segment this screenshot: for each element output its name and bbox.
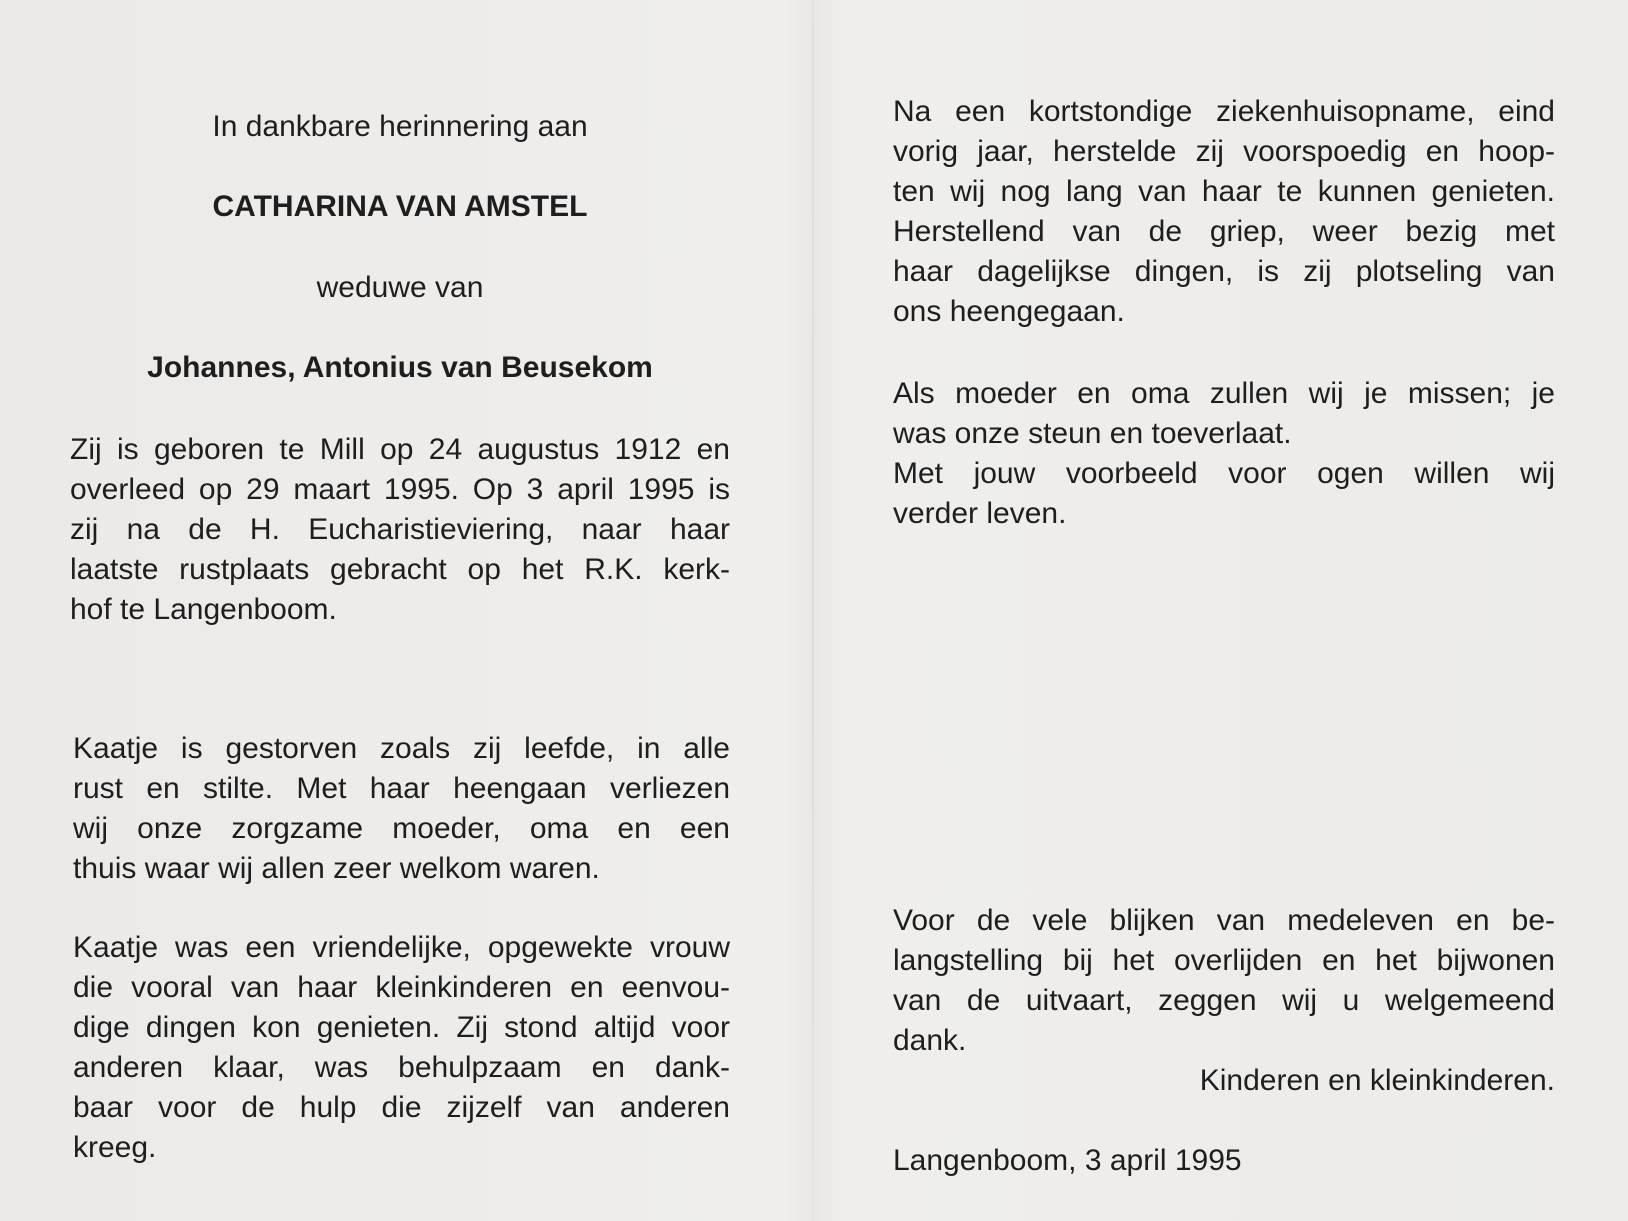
text-line: kreeg. bbox=[73, 1131, 157, 1164]
text-line: vorig jaar, herstelde zij voorspoedig en hoop- bbox=[893, 135, 1555, 168]
card-fold bbox=[812, 0, 814, 1221]
text-line: thuis waar wij allen zeer welkom waren. bbox=[73, 852, 600, 885]
intro-text: In dankbare herinnering aan bbox=[212, 110, 588, 143]
birth-death-paragraph bbox=[70, 430, 730, 630]
text-line: langstelling bij het overlijden en het bijwonen bbox=[893, 944, 1555, 977]
character-paragraph bbox=[73, 928, 730, 1168]
text-line: Herstellend van de griep, weer bezig met bbox=[893, 215, 1555, 248]
text-line: Voor de vele blijken van medeleven en be- bbox=[893, 904, 1555, 937]
missing-paragraph bbox=[893, 374, 1555, 534]
text-line: ons heengegaan. bbox=[893, 295, 1125, 328]
illness-paragraph bbox=[893, 92, 1555, 332]
text-line: anderen klaar, was behulpzaam en dank- bbox=[73, 1051, 730, 1084]
text-line: was onze steun en toeverlaat. bbox=[893, 417, 1292, 450]
text-line: Als moeder en oma zullen wij je missen; je bbox=[893, 377, 1555, 410]
text-line: Met jouw voorbeeld voor ogen willen wij bbox=[893, 457, 1555, 490]
text-line: rust en stilte. Met haar heengaan verliezen bbox=[73, 772, 730, 805]
text-line: wij onze zorgzame moeder, oma en een bbox=[73, 812, 730, 845]
text-line: dige dingen kon genieten. Zij stond altijd voor bbox=[73, 1011, 730, 1044]
text-line: overleed op 29 maart 1995. Op 3 april 1995 is bbox=[70, 473, 730, 506]
spouse-name: Johannes, Antonius van Beusekom bbox=[147, 351, 653, 384]
remembrance-paragraph bbox=[73, 729, 730, 889]
text-line: dank. bbox=[893, 1024, 967, 1057]
widow-of-text: weduwe van bbox=[316, 271, 484, 304]
text-line: Kaatje is gestorven zoals zij leefde, in alle bbox=[73, 732, 730, 765]
text-line: van de uitvaart, zeggen wij u welgemeend bbox=[893, 984, 1555, 1017]
text-line: laatste rustplaats gebracht op het R.K. kerk- bbox=[70, 553, 730, 586]
text-line: Kaatje was een vriendelijke, opgewekte vrouw bbox=[73, 931, 730, 964]
text-line: haar dagelijkse dingen, is zij plotseling van bbox=[893, 255, 1555, 288]
thanks-paragraph bbox=[893, 901, 1555, 1061]
deceased-name: CATHARINA VAN AMSTEL bbox=[212, 190, 588, 223]
text-line: Na een kortstondige ziekenhuisopname, eind bbox=[893, 95, 1555, 128]
place-date: Langenboom, 3 april 1995 bbox=[893, 1144, 1242, 1177]
text-line: baar voor de hulp die zijzelf van anderen bbox=[73, 1091, 730, 1124]
text-line: hof te Langenboom. bbox=[70, 593, 337, 626]
text-line: verder leven. bbox=[893, 497, 1067, 530]
text-line: zij na de H. Eucharistieviering, naar haar bbox=[70, 513, 730, 546]
text-line: ten wij nog lang van haar te kunnen genieten. bbox=[893, 175, 1555, 208]
signature: Kinderen en kleinkinderen. bbox=[1199, 1064, 1555, 1097]
text-line: Zij is geboren te Mill op 24 augustus 1912 en bbox=[70, 433, 730, 466]
text-line: die vooral van haar kleinkinderen en eenvou- bbox=[73, 971, 730, 1004]
